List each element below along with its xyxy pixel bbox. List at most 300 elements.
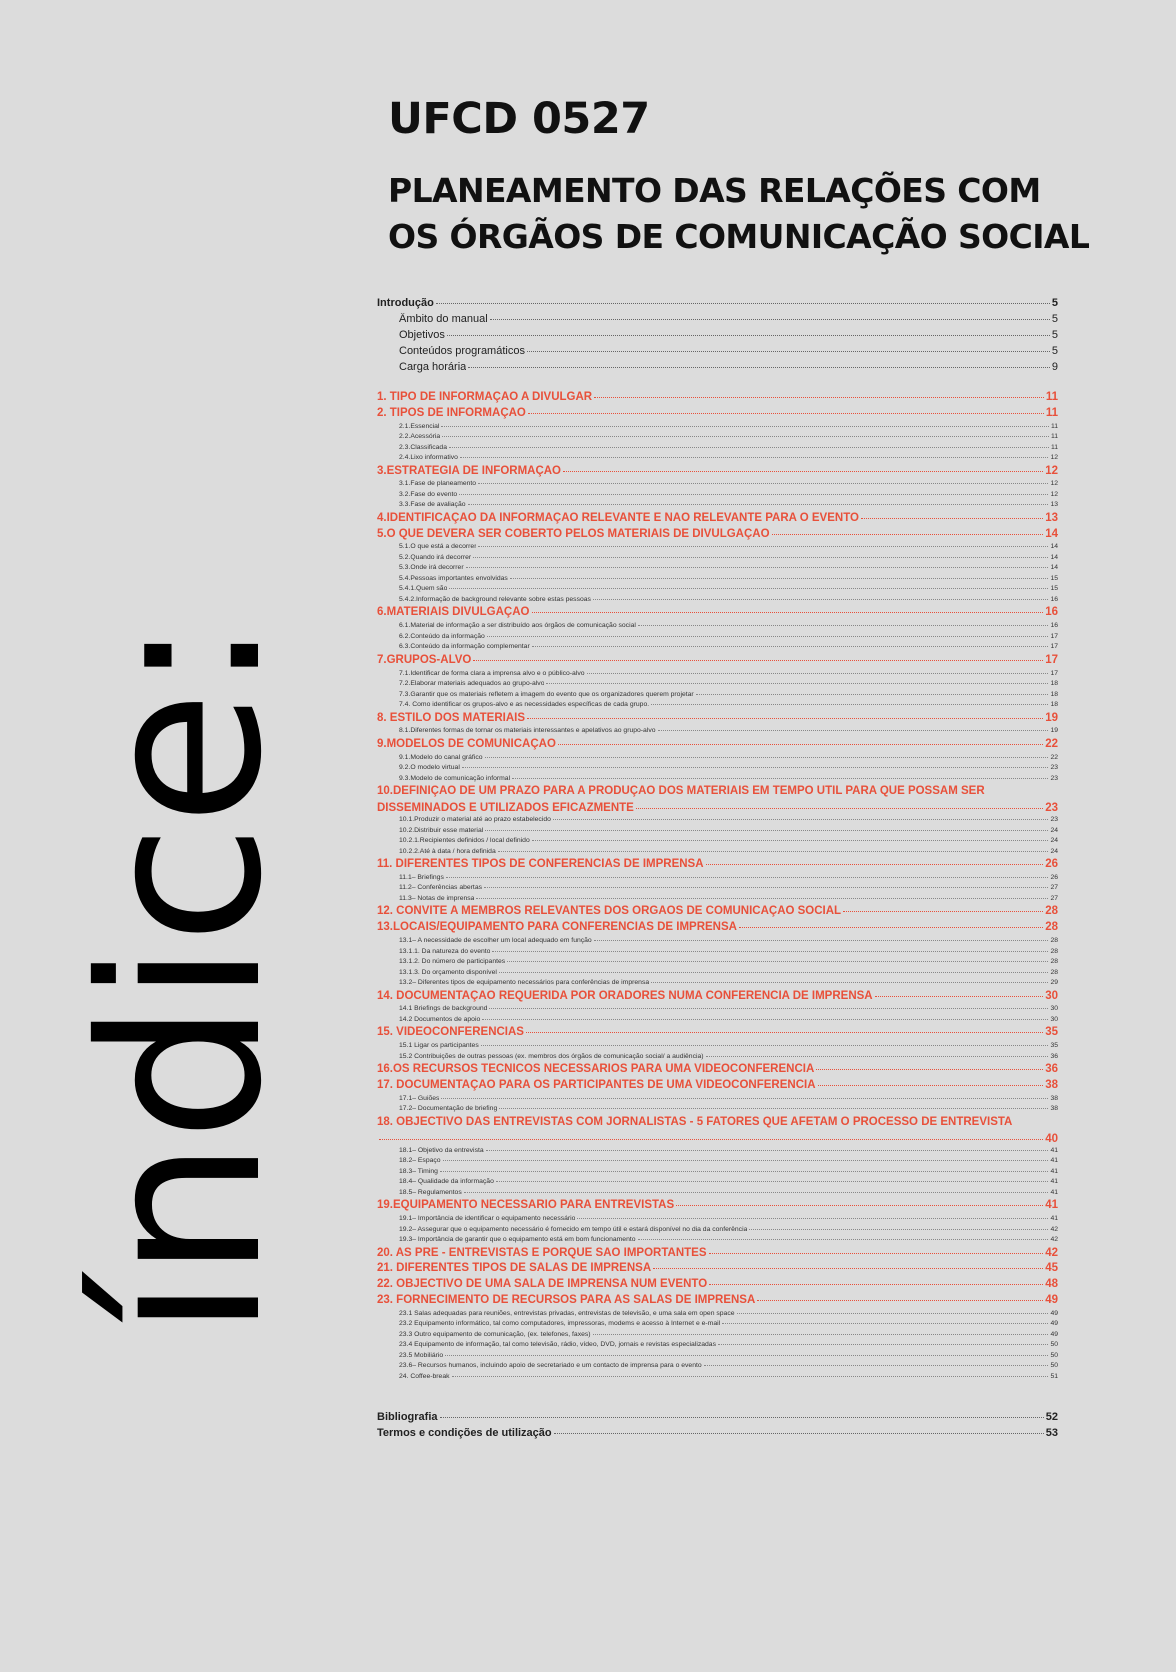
toc-entry-page: 24 [1050, 847, 1058, 855]
toc-entry-title: 6.1.Material de informação a ser distribuído aos órgãos de comunicação social [399, 622, 636, 630]
toc-entry-title: Objetivos [399, 329, 445, 341]
dot-leader [478, 546, 1048, 547]
toc-entry-title: 6.2.Conteúdo da informação [399, 632, 485, 640]
toc-entry[interactable] [377, 407, 1058, 423]
toc-entry-page: 41 [1045, 1199, 1058, 1212]
toc-entry-title: 10.2.2.Até à data / hora definida [399, 847, 496, 855]
toc-entry[interactable] [377, 329, 1058, 345]
toc-entry[interactable] [377, 1352, 1058, 1363]
toc-entry-title: 14.2 Documentos de apoio [399, 1015, 481, 1023]
toc-main-section [377, 391, 1058, 1383]
toc-entry-page: 35 [1045, 1026, 1058, 1039]
toc-entry-page: 27 [1050, 884, 1058, 892]
toc-entry-title: 3.2.Fase do evento [399, 490, 458, 498]
toc-entry-title: 11.1– Briefings [399, 873, 444, 881]
toc-entry-title: 13.1.1. Da natureza do evento [399, 947, 491, 955]
dot-leader [460, 457, 1049, 458]
toc-entry-page: 28 [1050, 937, 1058, 945]
toc-entry[interactable] [377, 827, 1058, 838]
dot-leader [527, 351, 1050, 352]
toc-entry-page: 41 [1050, 1167, 1058, 1175]
dot-leader [441, 426, 1049, 427]
toc-entry[interactable] [377, 1310, 1058, 1321]
dot-leader [554, 1433, 1044, 1434]
toc-entry[interactable] [377, 454, 1058, 465]
toc-entry-title: 23. FORNECIMENTO DE RECURSOS PARA AS SALAS DE IMPRENSA [377, 1293, 756, 1306]
toc-entry-page: 22 [1045, 737, 1058, 750]
toc-entry[interactable] [377, 764, 1058, 775]
toc-entry-title: 8.1.Diferentes formas de tornar os materiais interessantes e apelativos ao grupo-alvo [399, 727, 656, 735]
toc-entry-page: 18 [1050, 690, 1058, 698]
course-code: UFCD 0527 [388, 94, 650, 144]
toc-entry[interactable] [377, 633, 1058, 644]
toc-entry[interactable] [377, 1411, 1058, 1427]
toc-entry-page: 41 [1050, 1146, 1058, 1154]
title-line-2: OS ÓRGÃOS DE COMUNICAÇÃO SOCIAL [388, 217, 1090, 256]
toc-entry[interactable] [377, 1278, 1058, 1294]
toc-entry[interactable] [377, 969, 1058, 980]
dot-leader [577, 1218, 1048, 1219]
toc-entry-title: 18.5– Regulamentos [399, 1188, 462, 1196]
toc-entry[interactable] [377, 596, 1058, 607]
toc-entry[interactable] [377, 1362, 1058, 1373]
dot-leader [512, 778, 1048, 779]
dot-leader [499, 972, 1049, 973]
toc-entry-title: 18.1– Objetivo da entrevista [399, 1146, 484, 1154]
dot-leader [594, 397, 1044, 398]
toc-entry[interactable] [377, 564, 1058, 575]
toc-entry[interactable] [377, 1116, 1058, 1147]
toc-entry-page: 14 [1050, 564, 1058, 572]
toc-entry-title: 14.1 Briefings de background [399, 1005, 488, 1013]
dot-leader [459, 494, 1048, 495]
dot-leader [636, 808, 1043, 809]
dot-leader [468, 504, 1049, 505]
dot-leader [452, 1376, 1049, 1377]
toc-entry-title: 18.2– Espaço [399, 1157, 441, 1165]
toc-entry-page: 16 [1045, 606, 1058, 619]
toc-entry-page: 38 [1045, 1078, 1058, 1091]
toc-entry-page: 26 [1050, 873, 1058, 881]
dot-leader [492, 951, 1048, 952]
toc-entry-page: 12 [1050, 490, 1058, 498]
toc-entry-title: 23.2 Equipamento informático, tal como computadores, impressoras, modems e acesso à Internet e e-mail [399, 1320, 721, 1328]
dot-leader [499, 1108, 1048, 1109]
toc-entry[interactable] [377, 361, 1058, 377]
toc-entry-page: 51 [1050, 1372, 1058, 1380]
toc-entry[interactable] [377, 1095, 1058, 1106]
toc-entry-page: 49 [1045, 1293, 1058, 1306]
toc-entry-page: 14 [1050, 553, 1058, 561]
toc-entry[interactable] [377, 1294, 1058, 1310]
toc-entry-page: 13 [1045, 511, 1058, 524]
toc-entry[interactable] [377, 1178, 1058, 1189]
toc-entry[interactable] [377, 785, 1058, 816]
toc-entry-page: 45 [1045, 1262, 1058, 1275]
dot-leader [507, 961, 1048, 962]
toc-entry[interactable] [377, 1147, 1058, 1158]
document-title [388, 168, 1128, 260]
toc-entry-title: 13.1.2. Do número de participantes [399, 958, 506, 966]
toc-entry[interactable] [377, 958, 1058, 969]
dot-leader [676, 1205, 1043, 1206]
toc-entry[interactable] [377, 606, 1058, 622]
toc-entry[interactable] [377, 313, 1058, 329]
dot-leader [462, 767, 1049, 768]
toc-entry[interactable] [377, 1262, 1058, 1278]
toc-entry-title: Conteúdos programáticos [399, 345, 525, 357]
toc-entry-title: 13.1.3. Do orçamento disponível [399, 968, 497, 976]
toc-entry-title: Termos e condições de utilização [377, 1427, 552, 1440]
toc-entry-page: 11 [1050, 433, 1058, 441]
dot-leader [447, 335, 1050, 336]
toc-entry[interactable] [377, 512, 1058, 528]
dot-leader [466, 567, 1049, 568]
toc-entry[interactable] [377, 1226, 1058, 1237]
toc-entry-title: 18.4– Qualidade da informação [399, 1178, 494, 1186]
toc-entry-title: 9.MODELOS DE COMUNICAÇÃO [377, 737, 556, 750]
dot-leader [651, 704, 1048, 705]
toc-entry[interactable] [377, 480, 1058, 491]
toc-entry-title: 2.3.Classificada [399, 443, 447, 451]
toc-entry[interactable] [377, 465, 1058, 481]
toc-entry-page: 49 [1050, 1320, 1058, 1328]
dot-leader [473, 660, 1043, 661]
toc-entry[interactable] [377, 654, 1058, 670]
toc-entry[interactable] [377, 905, 1058, 921]
dot-leader [473, 557, 1048, 558]
dot-leader [482, 1019, 1048, 1020]
toc-entry-title: 16.OS RECURSOS TÉCNICOS NECESSÁRIOS PARA UMA VIDEOCONFERÊNCIA [377, 1063, 815, 1076]
toc-entry[interactable] [377, 1168, 1058, 1179]
dot-leader [379, 1139, 1043, 1140]
toc-entry-page: 41 [1050, 1188, 1058, 1196]
toc-entry[interactable] [377, 1026, 1058, 1042]
toc-entry-page: 18 [1050, 701, 1058, 709]
toc-entry-title: 8. ESTILO DOS MATERIAIS [377, 711, 526, 724]
toc-entry[interactable] [377, 585, 1058, 596]
toc-entry-page: 38 [1050, 1094, 1058, 1102]
toc-entry[interactable] [377, 1247, 1058, 1263]
toc-entry-page: 28 [1050, 958, 1058, 966]
toc-entry-title: 5.3.Onde irá decorrer [399, 564, 464, 572]
dot-leader [441, 1098, 1048, 1099]
dot-leader [772, 534, 1044, 535]
dot-leader [436, 303, 1050, 304]
toc-entry-title: 23.6– Recursos humanos, incluindo apoio de secretariado e um contacto de imprensa para o evento [399, 1362, 702, 1370]
toc-entry-page: 17 [1050, 632, 1058, 640]
toc-entry-page: 48 [1045, 1278, 1058, 1291]
toc-entry-page: 23 [1050, 764, 1058, 772]
toc-entry[interactable] [377, 297, 1058, 313]
toc-entry-title: 5.2.Quando irá decorrer [399, 553, 472, 561]
side-title: índice: [54, 620, 310, 1338]
toc-entry-title: 7.GRUPOS-ALVO [377, 653, 472, 666]
toc-entry[interactable] [377, 979, 1058, 990]
dot-leader [442, 436, 1049, 437]
toc-entry-title: 6.MATERIAIS DIVULGAÇÃO [377, 606, 530, 619]
toc-entry[interactable] [377, 528, 1058, 544]
toc-entry-title: 7.3.Garantir que os materiais refletem a imagem do evento que os organizadores querem projetar [399, 690, 694, 698]
dot-leader [706, 864, 1044, 865]
toc-entry[interactable] [377, 1063, 1058, 1079]
toc-entry[interactable] [377, 701, 1058, 712]
dot-leader [563, 471, 1043, 472]
toc-entry-page: 23 [1045, 802, 1058, 815]
toc-entry-title: Âmbito do manual [399, 313, 488, 325]
toc-entry-page: 26 [1045, 858, 1058, 871]
toc-entry-title: 2. TIPOS DE INFORMAÇÃO [377, 406, 526, 419]
toc-entry-page: 15 [1050, 574, 1058, 582]
dot-leader [739, 927, 1043, 928]
dot-leader [651, 982, 1048, 983]
dot-leader [593, 599, 1048, 600]
toc-entry[interactable] [377, 712, 1058, 728]
toc-entry[interactable] [377, 848, 1058, 859]
dot-leader [861, 518, 1043, 519]
toc-entry-page: 11 [1045, 391, 1058, 403]
toc-entry-page: 52 [1045, 1411, 1058, 1424]
toc-entry-page: 50 [1050, 1362, 1058, 1370]
toc-entry-title: Carga horária [399, 361, 467, 373]
dot-leader [527, 718, 1043, 719]
toc-entry-page: 11 [1050, 443, 1058, 451]
toc-entry[interactable] [377, 775, 1058, 786]
toc-entry[interactable] [377, 948, 1058, 959]
dot-leader [818, 1085, 1044, 1086]
toc-entry-title: 23.5 Mobiliário [399, 1351, 444, 1359]
toc-entry-title: 23.1 Salas adequadas para reuniões, entrevistas privadas, entrevistas de televisão, e uma sala em open space [399, 1309, 735, 1317]
toc-entry-title: 7.2.Elaborar materiais adequados ao grupo-alvo [399, 680, 545, 688]
toc-entry-page: 50 [1050, 1351, 1058, 1359]
toc-entry-title: 17.1– Guiões [399, 1094, 440, 1102]
toc-entry-page: 36 [1050, 1052, 1058, 1060]
toc-entry-title: 3.1.Fase de planeamento [399, 480, 477, 488]
toc-entry-page: 28 [1050, 947, 1058, 955]
toc-entry-page: 14 [1050, 543, 1058, 551]
dot-leader [749, 1229, 1048, 1230]
toc-entry[interactable] [377, 491, 1058, 502]
toc-entry-title: 17.2– Documentação de briefing [399, 1105, 498, 1113]
toc-entry[interactable] [377, 1005, 1058, 1016]
toc-entry[interactable] [377, 1016, 1058, 1027]
toc-entry[interactable] [377, 433, 1058, 444]
toc-entry[interactable] [377, 1042, 1058, 1053]
toc-entry[interactable] [377, 1427, 1058, 1443]
toc-entry-page: 16 [1050, 595, 1058, 603]
dot-leader [532, 646, 1049, 647]
toc-entry-page: 5 [1051, 329, 1058, 341]
dot-leader [653, 1268, 1043, 1269]
toc-entry[interactable] [377, 1341, 1058, 1352]
toc-entry-page: 13 [1050, 501, 1058, 509]
toc-entry-page: 50 [1050, 1341, 1058, 1349]
toc-entry-page: 53 [1045, 1427, 1058, 1440]
toc-entry-page: 42 [1045, 1246, 1058, 1259]
dot-leader [875, 996, 1044, 997]
toc-entry-title: 15.1 Ligar os participantes [399, 1042, 479, 1050]
toc-entry-title: 5.4.1.Quem são [399, 585, 448, 593]
toc-entry-title: 6.3.Conteúdo da informação complementar [399, 643, 530, 651]
toc-entry[interactable] [377, 937, 1058, 948]
toc-entry[interactable] [377, 1215, 1058, 1226]
toc-entry-page: 35 [1050, 1042, 1058, 1050]
dot-leader [449, 447, 1049, 448]
toc-end-section [377, 1411, 1058, 1443]
toc-entry[interactable] [377, 670, 1058, 681]
toc-entry-page: 14 [1045, 527, 1058, 540]
toc-entry-title: 19.1– Importância de identificar o equipamento necessário [399, 1215, 576, 1223]
toc-entry[interactable] [377, 1199, 1058, 1215]
toc-entry[interactable] [377, 680, 1058, 691]
toc-entry-page: 11 [1045, 406, 1058, 419]
toc-entry-page: 11 [1050, 422, 1058, 430]
toc-entry-title: 13.2– Diferentes tipos de equipamento necessários para conferências de imprensa [399, 979, 650, 987]
dot-leader [440, 1171, 1049, 1172]
toc-entry-title-line: 18. OBJECTIVO DAS ENTREVISTAS COM JORNALISTAS - 5 FATORES QUE AFETAM O PROCESSO DE ENTREVISTA [377, 1115, 1013, 1128]
toc-entry-page: 12 [1045, 464, 1058, 477]
toc-entry-title: 9.3.Modelo de comunicação informal [399, 774, 511, 782]
toc-entry-page: 29 [1050, 979, 1058, 987]
toc-entry[interactable] [377, 643, 1058, 654]
toc-entry-title: 14. DOCUMENTAÇÃO REQUERIDA POR ORADORES NUMA CONFERÊNCIA DE IMPRENSA [377, 989, 873, 1002]
toc-entry-title: 2.4.Lixo informativo [399, 454, 458, 462]
toc-entry[interactable] [377, 444, 1058, 455]
dot-leader [709, 1284, 1043, 1285]
toc-entry[interactable] [377, 738, 1058, 754]
toc-entry-title: 9.2.O modelo virtual [399, 764, 460, 772]
dot-leader [593, 1334, 1049, 1335]
toc-entry[interactable] [377, 990, 1058, 1006]
toc-entry[interactable] [377, 1105, 1058, 1116]
toc-entry-title: 3.3.Fase de avaliação [399, 501, 466, 509]
toc-entry[interactable] [377, 423, 1058, 434]
toc-entry-page: 49 [1050, 1330, 1058, 1338]
toc-entry-title: 5.1.O que está a decorrer [399, 543, 477, 551]
toc-entry-page: 41 [1050, 1215, 1058, 1223]
toc-entry-page: 30 [1045, 989, 1058, 1002]
toc-entry[interactable] [377, 622, 1058, 633]
toc-entry-page: 41 [1050, 1178, 1058, 1186]
dot-leader [498, 851, 1049, 852]
dot-leader [587, 673, 1049, 674]
toc-entry[interactable] [377, 895, 1058, 906]
toc-entry[interactable] [377, 1079, 1058, 1095]
toc-entry[interactable] [377, 816, 1058, 827]
toc-entry-title: 5.O QUE DEVERÁ SER COBERTO PELOS MATERIAIS DE DIVULGAÇÃO [377, 527, 770, 540]
toc-entry[interactable] [377, 543, 1058, 554]
toc-entry-page: 49 [1050, 1309, 1058, 1317]
toc-entry-title: 24. Coffee-break [399, 1372, 450, 1380]
toc-entry-title: 23.3 Outro equipamento de comunicação, (ex. telefones, faxes) [399, 1330, 591, 1338]
toc-entry-page: 38 [1050, 1105, 1058, 1113]
dot-leader [737, 1313, 1049, 1314]
toc-entry-title: 10.2.1.Recipientes definidos / local definido [399, 837, 530, 845]
dot-leader [638, 625, 1049, 626]
toc-entry-title: Bibliografia [377, 1411, 438, 1424]
dot-leader [594, 940, 1049, 941]
toc-entry[interactable] [377, 874, 1058, 885]
dot-leader [487, 636, 1049, 637]
dot-leader [526, 1032, 1043, 1033]
dot-leader [532, 612, 1044, 613]
toc-entry-title: 15.2 Contribuições de outras pessoas (ex. membros dos órgãos de comunicação social/ a audiência) [399, 1052, 704, 1060]
toc-entry[interactable] [377, 1157, 1058, 1168]
toc-entry-page: 40 [1045, 1133, 1058, 1145]
toc-entry[interactable] [377, 837, 1058, 848]
dot-leader [446, 877, 1049, 878]
toc-entry-title: 13.1– A necessidade de escolher um local adequado em função [399, 937, 592, 945]
table-of-contents [377, 297, 1058, 1443]
toc-entry-page: 23 [1050, 816, 1058, 824]
toc-entry-title: 5.4.2.Informação de background relevante sobre estas pessoas [399, 595, 591, 603]
toc-entry-page: 18 [1050, 680, 1058, 688]
dot-leader [757, 1300, 1043, 1301]
toc-entry[interactable] [377, 727, 1058, 738]
toc-entry-title: 22. OBJECTIVO DE UMA SALA DE IMPRENSA NUM EVENTO [377, 1278, 708, 1291]
toc-entry[interactable] [377, 1331, 1058, 1342]
toc-entry-title: DISSEMINADOS E UTILIZADOS EFICAZMENTE [377, 802, 634, 815]
toc-entry-page: 17 [1050, 643, 1058, 651]
toc-entry-title: 2.1.Essencial [399, 422, 440, 430]
toc-entry[interactable] [377, 1373, 1058, 1384]
toc-entry-page: 12 [1050, 454, 1058, 462]
toc-entry[interactable] [377, 1189, 1058, 1200]
dot-leader [485, 830, 1048, 831]
toc-entry[interactable] [377, 554, 1058, 565]
dot-leader [449, 588, 1048, 589]
toc-entry-page: 41 [1050, 1157, 1058, 1165]
dot-leader [440, 1417, 1044, 1418]
toc-entry-title: 11. DIFERENTES TIPOS DE CONFERÊNCIAS DE IMPRENSA [377, 858, 704, 871]
toc-entry[interactable] [377, 575, 1058, 586]
dot-leader [468, 367, 1050, 368]
toc-entry-title-line: 10.DEFINIÇÃO DE UM PRAZO PARA A PRODUÇÃO DOS MATERIAIS EM TEMPO ÚTIL PARA QUE POSSAM SER [377, 785, 985, 798]
toc-entry-page: 42 [1050, 1236, 1058, 1244]
toc-entry-title: 7.1.Identificar de forma clara a imprensa alvo e o público-alvo [399, 669, 585, 677]
toc-entry[interactable] [377, 345, 1058, 361]
dot-leader [553, 819, 1049, 820]
toc-entry[interactable] [377, 1236, 1058, 1247]
toc-entry-page: 19 [1045, 711, 1058, 724]
toc-entry[interactable] [377, 391, 1058, 407]
toc-entry-title: 19.EQUIPAMENTO NECESSÁRIO PARA ENTREVISTAS [377, 1199, 675, 1212]
dot-leader [490, 319, 1050, 320]
toc-entry-title: 2.2.Acessória [399, 433, 441, 441]
toc-entry-title: 10.2.Distribuir esse material [399, 826, 484, 834]
toc-entry-title: 17. DOCUMENTAÇÃO PARA OS PARTICIPANTES DE UMA VIDEOCONFERÊNCIA [377, 1078, 816, 1091]
toc-entry[interactable] [377, 858, 1058, 874]
toc-entry-page: 9 [1051, 361, 1058, 373]
toc-entry[interactable] [377, 921, 1058, 937]
toc-entry-title: 5.4.Pessoas importantes envolvidas [399, 574, 508, 582]
toc-entry[interactable] [377, 1320, 1058, 1331]
dot-leader [722, 1323, 1048, 1324]
toc-entry[interactable] [377, 754, 1058, 765]
toc-entry[interactable] [377, 691, 1058, 702]
toc-entry-page: 5 [1051, 345, 1058, 357]
dot-leader [496, 1181, 1049, 1182]
toc-entry[interactable] [377, 884, 1058, 895]
toc-entry-page: 15 [1050, 585, 1058, 593]
toc-entry-page: 42 [1050, 1225, 1058, 1233]
toc-entry-page: 17 [1045, 653, 1058, 666]
dot-leader [476, 898, 1048, 899]
toc-entry-page: 17 [1050, 669, 1058, 677]
toc-entry[interactable] [377, 501, 1058, 512]
toc-entry[interactable] [377, 1053, 1058, 1064]
toc-entry-title: 12. CONVITE A MEMBROS RELEVANTES DOS ÓRGÃOS DE COMUNICAÇÃO SOCIAL [377, 905, 842, 918]
